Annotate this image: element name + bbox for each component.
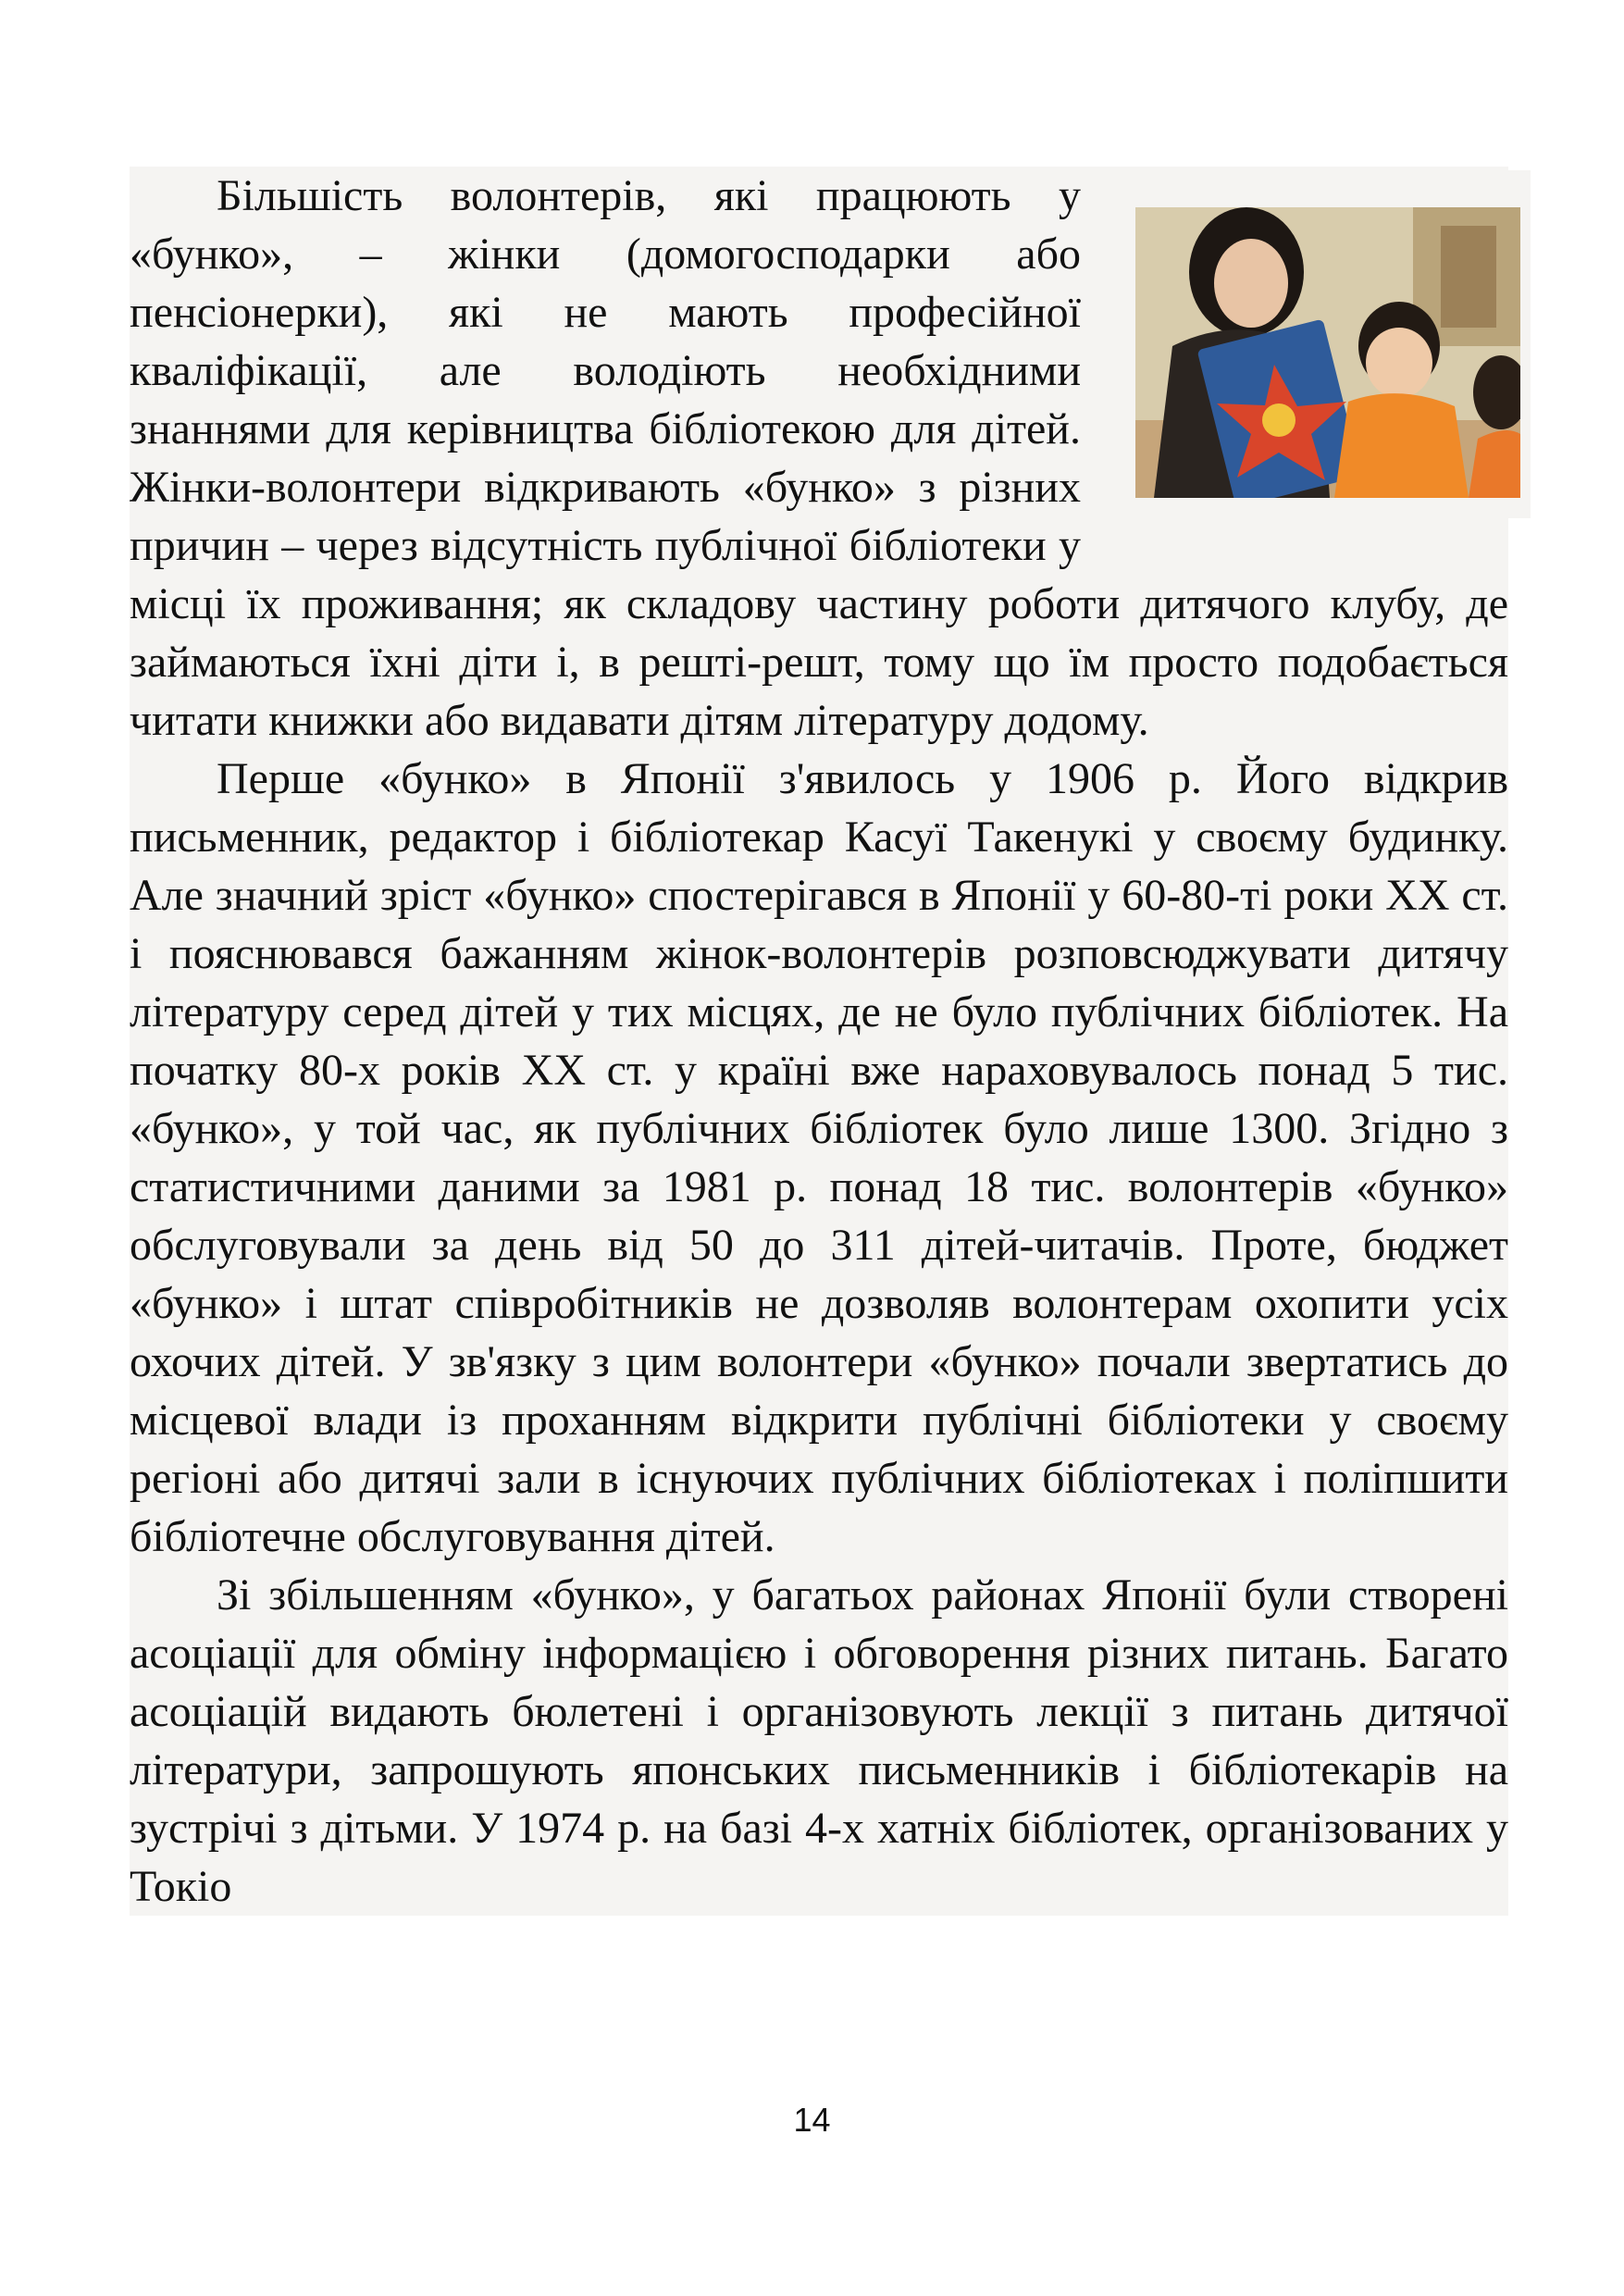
- body-text: [130, 167, 1508, 1916]
- paragraph-2: Перше «бунко» в Японії з'явилось у 1906 р. Його відкрив письменник, редактор і бібліотекар Касуї Такенукі у своєму будинку. Але значний зріст «бунко» спостерігався в Японії у 60-80-ті роки XX ст. і пояснювався бажанням жінок-волонтерів розповсюджувати дитячу літературу серед дітей у тих місцях, де не було публічних бібліотек. На початку 80-х років XX ст. у країні вже нараховувалось понад 5 тис. «бунко», у той час, як публічних бібліотек було лише 1300. Згідно з статистичними даними за 1981 р. понад 18 тис. волонтерів «бунко» обслуговували за день від 50 до 311 дітей-читачів. Проте, бюджет «бунко» і штат співробітників не дозволяв волонтерам охопити усіх охочих дітей. У зв'язку з цим волонтери «бунко» почали звертатись до місцевої влади із проханням відкрити публічні бібліотеки у своєму регіоні або дитячі зали в існуючих публічних бібліотеках і поліпшити бібліотечне обслуговування дітей.: [130, 754, 1508, 1561]
- paragraph-1: [130, 167, 1508, 750]
- photo-woman-reading-to-children: [1135, 207, 1520, 498]
- paragraph-3: Зі збільшенням «бунко», у багатьох районах Японії були створені асоціації для обміну інформацією і обговорення різних питань. Багато асоціацій видають бюлетені і організовують лекції з питань дитячої літератури, запрошують японських письменників і бібліотекарів на зустрічі з дітьми. У 1974 р. на базі 4-х хатніх бібліотек, організованих у Токіо: [130, 1570, 1508, 1911]
- paragraph-1-text: Більшість волонтерів, які працюють у «бунко», – жінки (домогосподарки або пенсіонерки), які не мають професійної кваліфікації, але володіють необхідними знаннями для керівництва бібліотекою для дітей. Жінки-волонтери відкривають «бунко» з різних причин – через відсутність публічної бібліотеки у місці їх проживання; як складову частину роботи дитячого клубу, де займаються їхні діти і, в решті-решт, тому що їм просто подобається читати книжки або видавати дітям літературу додому.: [130, 171, 1508, 745]
- page-number: 14: [793, 2101, 831, 2139]
- photo-illustration: [1135, 207, 1520, 498]
- photo-frame: [1112, 170, 1531, 518]
